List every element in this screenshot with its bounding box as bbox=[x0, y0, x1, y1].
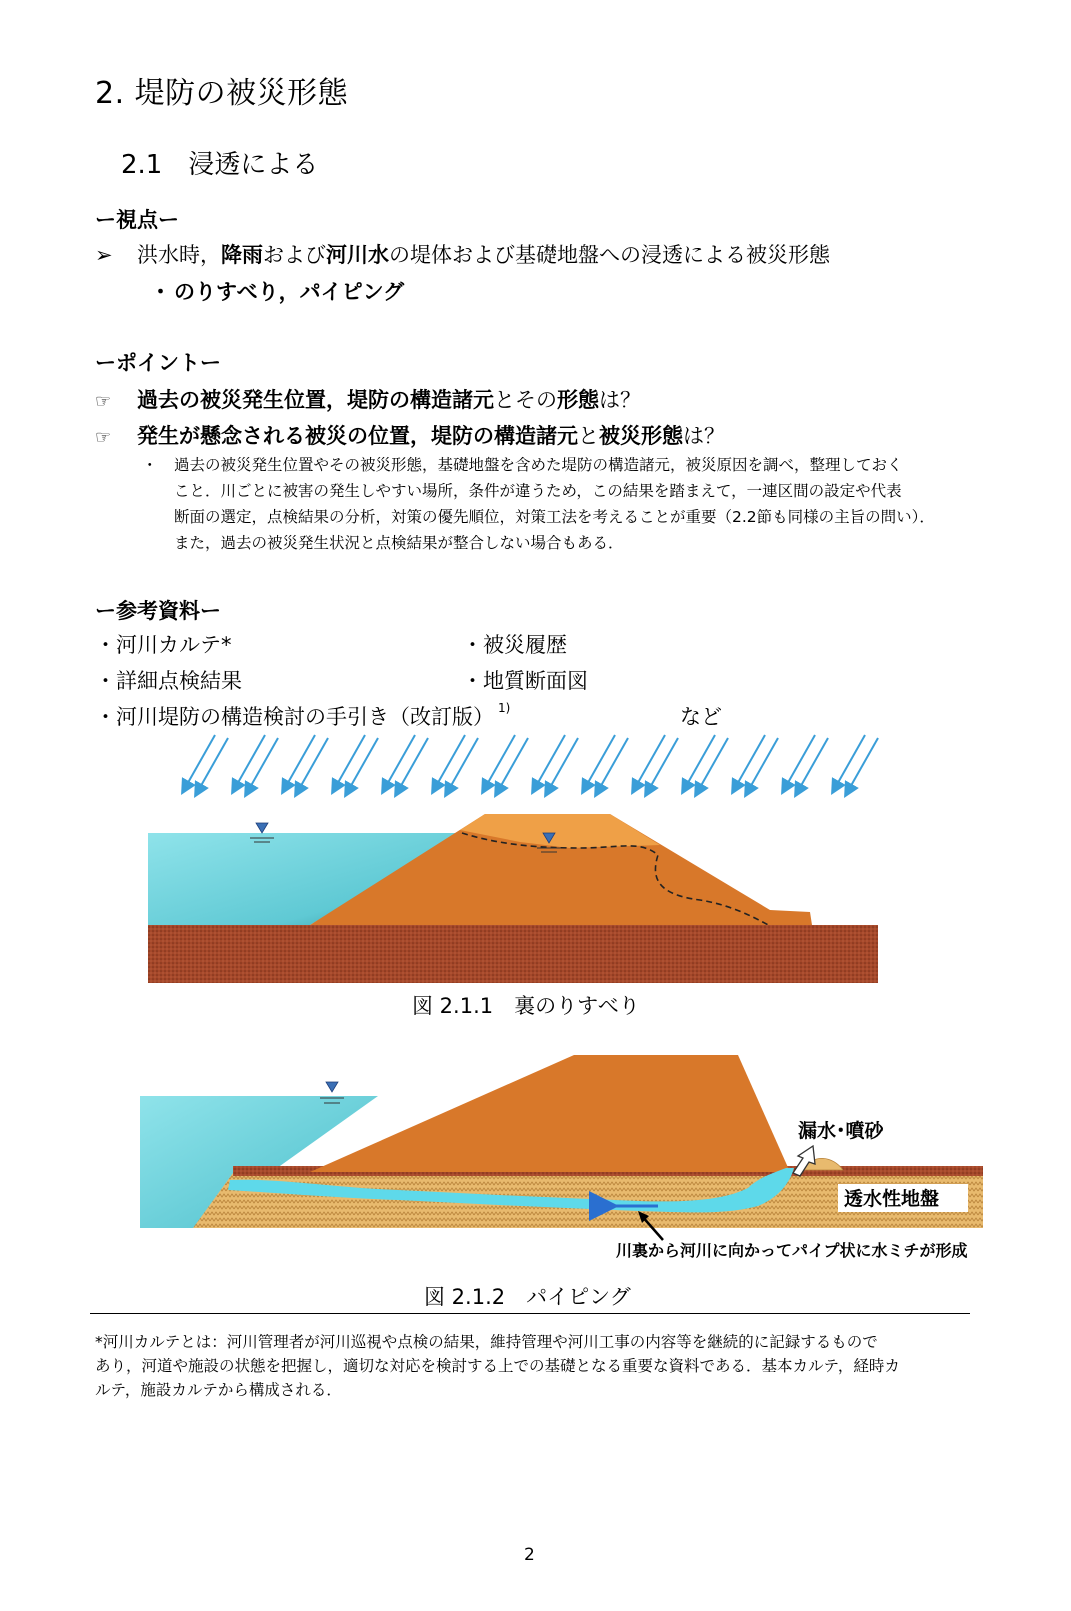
points-detail-bullet: ・ bbox=[142, 456, 158, 474]
footnote-line: あり，河道や施設の状態を把握し，適切な対応を検討する上での基礎となる重要な資料である．基本カルテ，経時カ bbox=[95, 1357, 900, 1375]
viewpoint-rain: 降雨 bbox=[221, 243, 263, 267]
points-detail-line: 過去の被災発生位置やその被災形態，基礎地盤を含めた堤防の構造諸元，被災原因を調べ，整理しておく bbox=[174, 456, 903, 474]
points-detail-line: こと．川ごとに被害の発生しやすい場所，条件が違うため，この結果を踏まえて，一連区間の設定や代表 bbox=[174, 482, 902, 500]
points-detail-line: 断面の選定，点検結果の分析，対策の優先順位，対策工法を考えることが重要（2.2節も同様の主旨の問い）． bbox=[174, 508, 935, 526]
point-question-2 bbox=[95, 420, 725, 450]
points-heading: ーポイントー bbox=[95, 351, 221, 375]
figure-slope-slip bbox=[140, 730, 900, 990]
figure-piping bbox=[138, 1048, 990, 1268]
foundation-ground bbox=[148, 925, 878, 983]
q1-bold-1: 過去の被災発生位置，堤防の構造諸元 bbox=[137, 388, 494, 412]
reference-item-text: ・河川堤防の構造検討の手引き（改訂版） bbox=[95, 705, 494, 729]
arrow-bullet-icon: ➢ bbox=[95, 243, 113, 267]
points-detail bbox=[174, 452, 935, 556]
label-permeable-ground: 透水性地盤 bbox=[844, 1188, 940, 1210]
page-number: 2 bbox=[524, 1545, 535, 1565]
q2-bold-1: 発生が懸念される被災の位置，堤防の構造諸元 bbox=[137, 424, 578, 448]
rain-arrows bbox=[185, 735, 878, 791]
q2-bold-2: 被災形態 bbox=[599, 424, 683, 448]
reference-item bbox=[95, 701, 510, 731]
footnote-line: *河川カルテとは：河川管理者が河川巡視や点検の結果，維持管理や河川工事の内容等を継続的に記録するもので bbox=[95, 1333, 878, 1351]
figure1-caption: 図 2.1.1 裏のりすべり bbox=[412, 994, 640, 1018]
point-question-1 bbox=[95, 384, 641, 414]
label-pipe-formation: 川裏から河川に向かってパイプ状に水ミチが形成 bbox=[616, 1241, 968, 1260]
q1-text: とその bbox=[494, 388, 557, 412]
references-heading: ー参考資料ー bbox=[95, 599, 221, 623]
viewpoint-line bbox=[95, 239, 830, 269]
viewpoint-subitem-text: のりすべり，パイピング bbox=[174, 280, 405, 304]
label-leak: 漏水･噴砂 bbox=[798, 1120, 884, 1142]
points-detail-line: また，過去の被災発生状況と点検結果が整合しない場合もある． bbox=[174, 534, 624, 552]
pointing-hand-icon: ☞ bbox=[95, 391, 112, 412]
q1-bold-2: 形態 bbox=[557, 388, 599, 412]
q2-end: は？ bbox=[683, 424, 725, 448]
section-title: 2.1 浸透による bbox=[121, 150, 319, 180]
chapter-title: 2. 堤防の被災形態 bbox=[95, 76, 349, 111]
reference-item: ・河川カルテ* bbox=[95, 633, 232, 657]
q2-text: と bbox=[578, 424, 599, 448]
footnote-divider bbox=[90, 1313, 970, 1314]
viewpoint-text-3: の堤体および基礎地盤への浸透による被災形態 bbox=[389, 243, 830, 267]
reference-item: ・詳細点検結果 bbox=[95, 669, 242, 693]
q1-end: は？ bbox=[599, 388, 641, 412]
reference-item: ・地質断面図 bbox=[462, 669, 588, 693]
figure2-caption: 図 2.1.2 パイピング bbox=[424, 1285, 631, 1309]
viewpoint-text-2: および bbox=[263, 243, 326, 267]
viewpoint-text-1: 洪水時， bbox=[137, 243, 221, 267]
reference-item: ・被災履歴 bbox=[462, 633, 567, 657]
pointing-hand-icon: ☞ bbox=[95, 427, 112, 448]
footnote bbox=[95, 1330, 900, 1402]
viewpoint-river-water: 河川水 bbox=[326, 243, 389, 267]
reference-superscript: 1) bbox=[498, 701, 511, 715]
viewpoint-heading: ー視点ー bbox=[95, 208, 179, 232]
footnote-line: ルテ，施設カルテから構成される． bbox=[95, 1381, 342, 1399]
reference-etc: など bbox=[680, 705, 722, 729]
viewpoint-subitem bbox=[150, 276, 404, 306]
sub-bullet: ・ bbox=[150, 280, 171, 304]
embankment-body bbox=[310, 1055, 790, 1172]
